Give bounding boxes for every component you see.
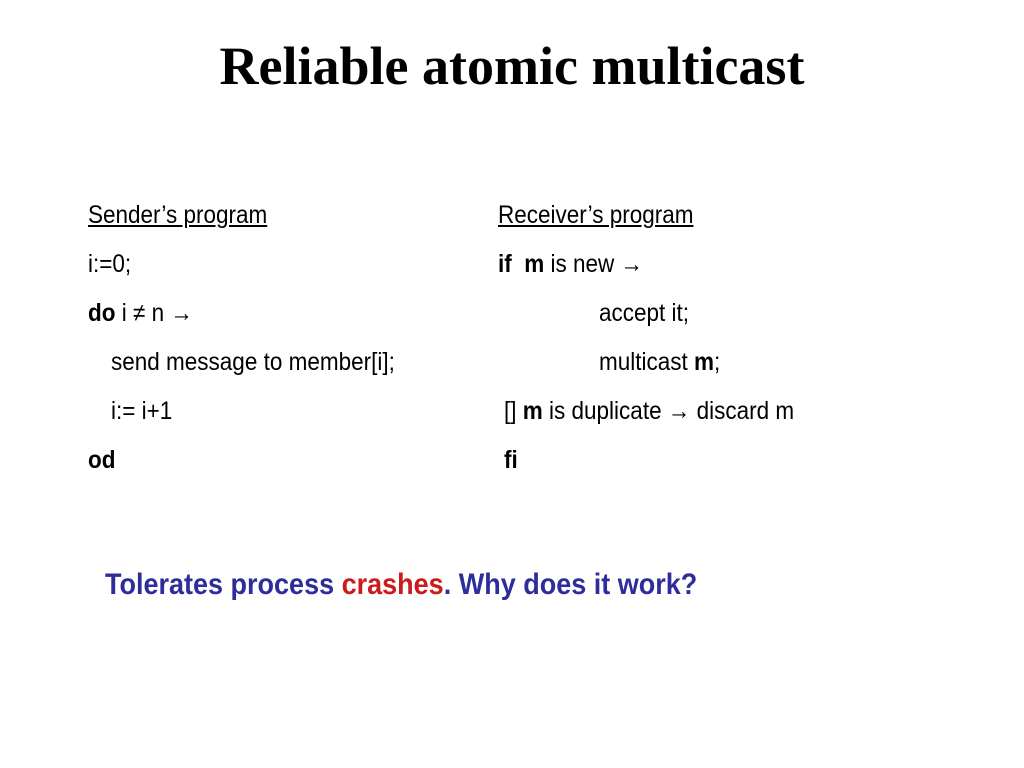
receiver-if-line (498, 248, 643, 280)
multicast-semicolon: ; (714, 348, 721, 376)
od-keyword: od (88, 446, 116, 474)
multicast-text: multicast (599, 348, 695, 376)
if-m: m (524, 250, 545, 278)
receiver-duplicate-line (504, 395, 794, 427)
footer-question (105, 566, 697, 604)
fi-keyword: fi (504, 446, 518, 474)
if-keyword: if (498, 250, 512, 278)
sender-heading: Sender’s program (88, 201, 268, 229)
receiver-multicast-line (599, 346, 720, 378)
sender-do-line (88, 297, 193, 329)
sender-incr-line: i:= i+1 (111, 397, 173, 425)
multicast-m: m (694, 348, 715, 376)
do-keyword: do (88, 299, 116, 327)
receiver-heading: Receiver’s program (498, 201, 694, 229)
sender-send-line: send message to member[i]; (111, 348, 395, 376)
footer-part1: Tolerates process (105, 568, 342, 601)
footer-part3: . Why does it work? (443, 568, 698, 601)
duplicate-m: m (522, 397, 543, 425)
if-rest: is new → (544, 250, 644, 278)
duplicate-bracket: [] (504, 397, 523, 425)
do-condition: i ≠ n → (115, 299, 193, 327)
sender-init-line: i:=0; (88, 250, 132, 278)
duplicate-rest: is duplicate → discard m (542, 397, 795, 425)
footer-crashes: crashes (341, 568, 444, 601)
slide-title: Reliable atomic multicast (219, 36, 805, 96)
receiver-accept-line: accept it; (599, 299, 690, 327)
